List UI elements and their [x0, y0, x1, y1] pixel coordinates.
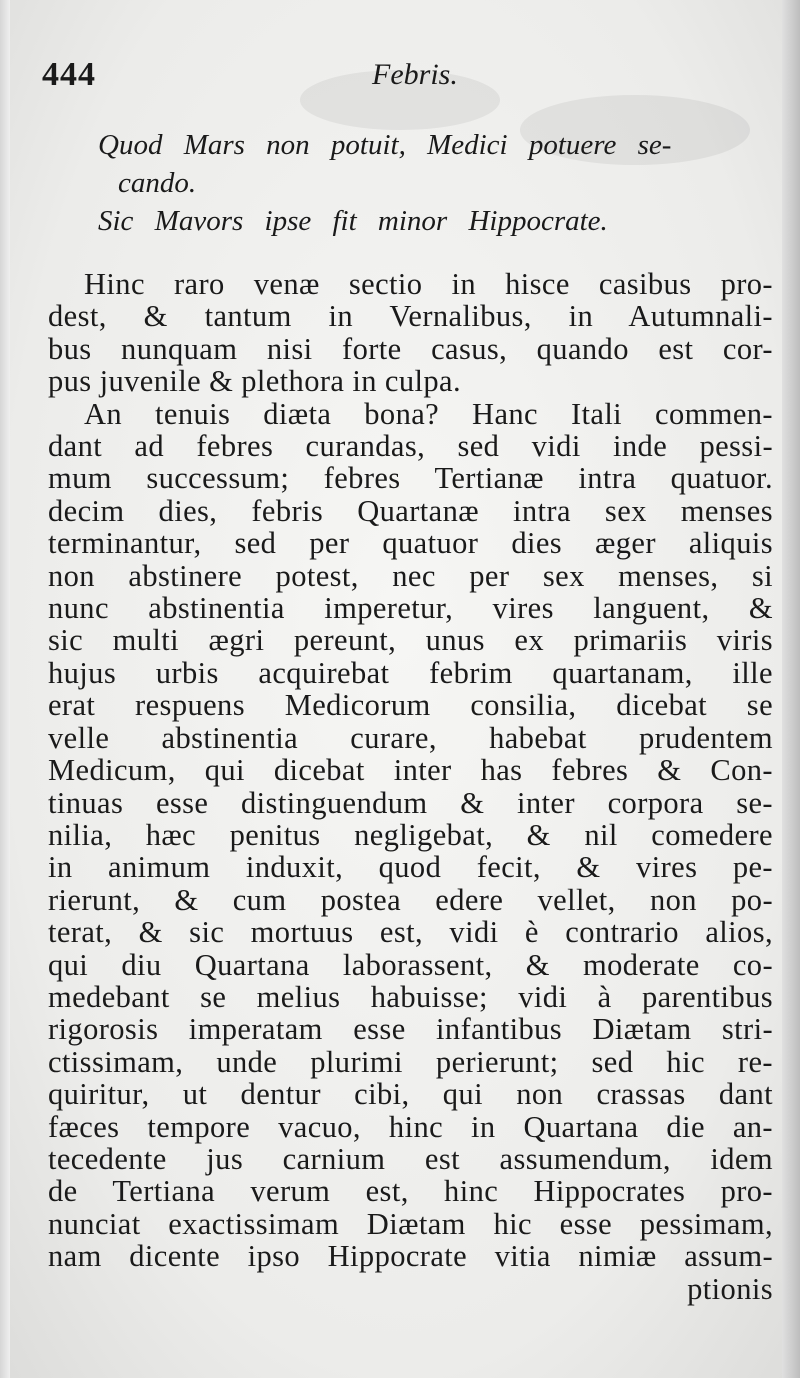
- text-line: medebant se melius habuisse; vidi à parentibus: [48, 979, 773, 1014]
- text-line: terminantur, sed per quatuor dies æger aliquis: [48, 526, 773, 561]
- text-line: An tenuis diæta bona? Hanc Itali commen-: [84, 396, 773, 431]
- text-line: nunc abstinentia imperetur, vires languent, &: [48, 591, 773, 626]
- text-line: erat respuens Medicorum consilia, dicebat se: [48, 688, 773, 723]
- text-line: tecedente jus carnium est assumendum, idem: [48, 1141, 773, 1176]
- text-line: nam dicente ipso Hippocrate vitia nimiæ assum-: [48, 1239, 773, 1274]
- page-header: [42, 56, 762, 106]
- text-line: decim dies, febris Quartanæ intra sex menses: [48, 493, 773, 528]
- text-line: de Tertiana verum est, hinc Hippocrates pro-: [48, 1174, 773, 1209]
- page-left-shadow: [0, 0, 10, 1378]
- text-line: non abstinere potest, nec per sex menses, si: [48, 558, 773, 593]
- text-line: rierunt, & cum postea edere vellet, non po-: [48, 882, 773, 917]
- text-line: rigorosis imperatam esse infantibus Diætam stri-: [48, 1012, 773, 1047]
- text-line: nunciat exactissimam Diætam hic esse pessimam,: [48, 1206, 773, 1241]
- text-line: terat, & sic mortuus est, vidi è contrario alios,: [48, 915, 773, 950]
- text-line: Hinc raro venæ sectio in hisce casibus pro-: [84, 267, 773, 301]
- text-line: sic multi ægri pereunt, unus ex primariis viris: [48, 623, 773, 658]
- text-line: dant ad febres curandas, sed vidi inde pessi-: [48, 429, 773, 464]
- body-text: [48, 268, 773, 1305]
- text-line: quiritur, ut dentur cibi, qui non crassas dant: [48, 1077, 773, 1112]
- text-line: ctissimam, unde plurimi perierunt; sed hic re-: [48, 1044, 773, 1079]
- text-line: qui diu Quartana laborassent, & moderate co-: [48, 947, 773, 982]
- text-line: in animum induxit, quod fecit, & vires pe-: [48, 850, 773, 885]
- text-line: tinuas esse distinguendum & inter corpora se-: [48, 785, 773, 820]
- text-line: fæces tempore vacuo, hinc in Quartana die an-: [48, 1109, 773, 1144]
- text-line: pus juvenile & plethora in culpa.: [48, 364, 461, 399]
- running-head: Febris.: [372, 58, 458, 91]
- text-line: bus nunquam nisi forte casus, quando est cor-: [48, 331, 773, 366]
- text-line: velle abstinentia curare, habebat prudentem: [48, 720, 773, 755]
- verse-quote: [60, 126, 780, 240]
- text-line: nilia, hæc penitus negligebat, & nil comedere: [48, 817, 773, 852]
- text-line: Medicum, qui dicebat inter has febres & Con-: [48, 753, 773, 788]
- catchword: ptionis: [687, 1271, 773, 1306]
- verse-line: Sic Mavors ipse fit minor Hippocrate.: [98, 205, 608, 237]
- text-line: dest, & tantum in Vernalibus, in Autumnali-: [48, 299, 773, 334]
- text-line: mum successum; febres Tertianæ intra quatuor.: [48, 461, 773, 496]
- page-right-edge: [782, 0, 800, 1378]
- text-line: hujus urbis acquirebat febrim quartanam, ille: [48, 655, 773, 690]
- verse-line: Quod Mars non potuit, Medici potuere se-: [98, 129, 672, 161]
- page-number: 444: [42, 56, 96, 93]
- verse-line: cando.: [118, 167, 197, 199]
